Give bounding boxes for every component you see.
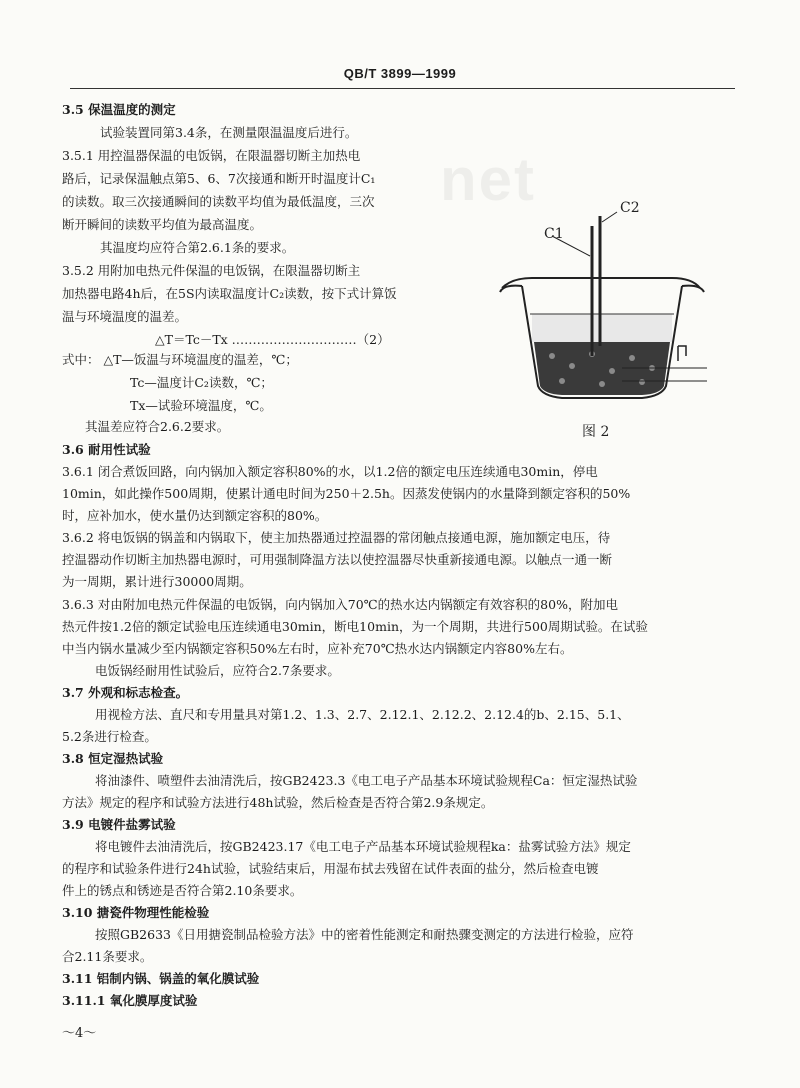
text-line: 3.9 电镀件盐雾试验	[62, 817, 176, 832]
text-line: 其温差应符合2.6.2要求。	[85, 419, 230, 434]
text-line: 中当内锅水量减少至内锅额定容积50%左右时，应补充70℃热水达内锅额定内容80%左右。	[62, 641, 573, 656]
text-line: 时，应补加水，使水量仍达到额定容积的80%。	[62, 508, 328, 523]
text-line: 的读数。取三次接通瞬间的读数平均值为最低温度，三次	[62, 194, 375, 209]
label-c1: C1	[544, 226, 564, 242]
text-line: Tx—试验环境温度，℃。	[130, 398, 272, 413]
text-line: 10min，如此操作500周期，使累计通电时间为250＋2.5h。因蒸发使锅内的水量降到额定容积的50%	[62, 486, 631, 501]
text-line: 3.10 搪瓷件物理性能检验	[62, 905, 210, 920]
water-layer	[532, 314, 672, 342]
pot-handle-right	[682, 286, 704, 292]
text-line: 按照GB2633《日用搪瓷制品检验方法》中的密着性能测定和耐热骤变测定的方法进行检验，应符	[95, 927, 634, 942]
text-line: 3.8 恒定湿热试验	[62, 751, 164, 766]
text-line: 将油漆件、喷塑件去油清洗后，按GB2423.3《电工电子产品基本环境试验规程Ca：恒定湿热试验	[95, 773, 638, 788]
text-line: Tc—温度计C₂读数，℃；	[130, 375, 273, 390]
text-line: 3.5.1 用控温器保温的电饭锅，在限温器切断主加热电	[62, 148, 361, 163]
text-line: 热元件按1.2倍的额定试验电压连续通电30min，断电10min，为一个周期，共进行500周期试验。在试验	[62, 619, 648, 634]
figure-caption: 图 2	[582, 424, 610, 440]
text-line: △T＝Tc－Tx …………………………（2）	[155, 332, 390, 347]
text-line: 3.5 保温温度的测定	[62, 102, 176, 117]
text-line: 断开瞬间的读数平均值为最高温度。	[62, 217, 263, 232]
figure-2	[492, 196, 712, 446]
text-line: 路后，记录保温触点第5、6、7次接通和断开时温度计C₁	[62, 171, 376, 186]
text-line: 为一周期，累计进行30000周期。	[62, 574, 252, 589]
text-line: 3.5.2 用附加电热元件保温的电饭锅，在限温器切断主	[62, 263, 361, 278]
text-line: 3.7 外观和标志检查。	[62, 685, 189, 700]
standard-code: QB/T 3899—1999	[343, 66, 457, 81]
text-line: 用视检方法、直尺和专用量具对第1.2、1.3、2.7、2.12.1、2.12.2、2.12.4的b、2.15、5.1、	[95, 707, 630, 722]
text-line: 3.11.1 氧化膜厚度试验	[62, 993, 198, 1008]
text-line: 合2.11条要求。	[62, 949, 153, 964]
label-c2: C2	[620, 200, 640, 216]
text-line: 式中： △T—饭温与环境温度的温差，℃；	[62, 352, 298, 367]
text-line: 3.6 耐用性试验	[62, 442, 151, 457]
text-line: 加热器电路4h后，在5S内读取温度计C₂读数，按下式计算饭	[62, 286, 397, 301]
text-line: 的程序和试验条件进行24h试验，试验结束后，用湿布拭去残留在试件表面的盐分，然后检查电镀	[62, 861, 599, 876]
text-line: 3.6.1 闭合煮饭回路，向内锅加入额定容积80%的水，以1.2倍的额定电压连续通电30min，停电	[62, 464, 598, 479]
text-line: 温与环境温度的温差。	[62, 309, 188, 324]
text-line: 3.6.3 对由附加电热元件保温的电饭锅，向内锅加入70℃的热水达内锅额定有效容积的80%，附加电	[62, 597, 618, 612]
text-line: 件上的锈点和锈迹是否符合第2.10条要求。	[62, 883, 303, 898]
text-line: 其温度均应符合第2.6.1条的要求。	[100, 240, 295, 255]
text-line: 将电镀件去油清洗后，按GB2423.17《电工电子产品基本环境试验规程ka：盐雾试验方法》规定	[95, 839, 631, 854]
text-line: 3.6.2 将电饭锅的锅盖和内锅取下，使主加热器通过控温器的常闭触点接通电源，施加额定电压，待	[62, 530, 611, 545]
text-line: 5.2条进行检查。	[62, 729, 157, 744]
text-line: 电饭锅经耐用性试验后，应符合2.7条要求。	[95, 663, 340, 678]
text-line: 方法》规定的程序和试验方法进行48h试验，然后检查是否符合第2.9条规定。	[62, 795, 494, 810]
text-line: 3.11 铝制内锅、锅盖的氧化膜试验	[62, 971, 260, 986]
text-line: 试验装置同第3.4条，在测量限温温度后进行。	[100, 125, 358, 140]
page-number: ～4～	[62, 1026, 97, 1041]
watermark: net	[440, 146, 536, 213]
header-rule	[70, 88, 735, 89]
text-line: 控温器动作切断主加热器电源时，可用强制降温方法以使控温器尽快重新接通电源。以触点一通一断	[62, 552, 613, 567]
